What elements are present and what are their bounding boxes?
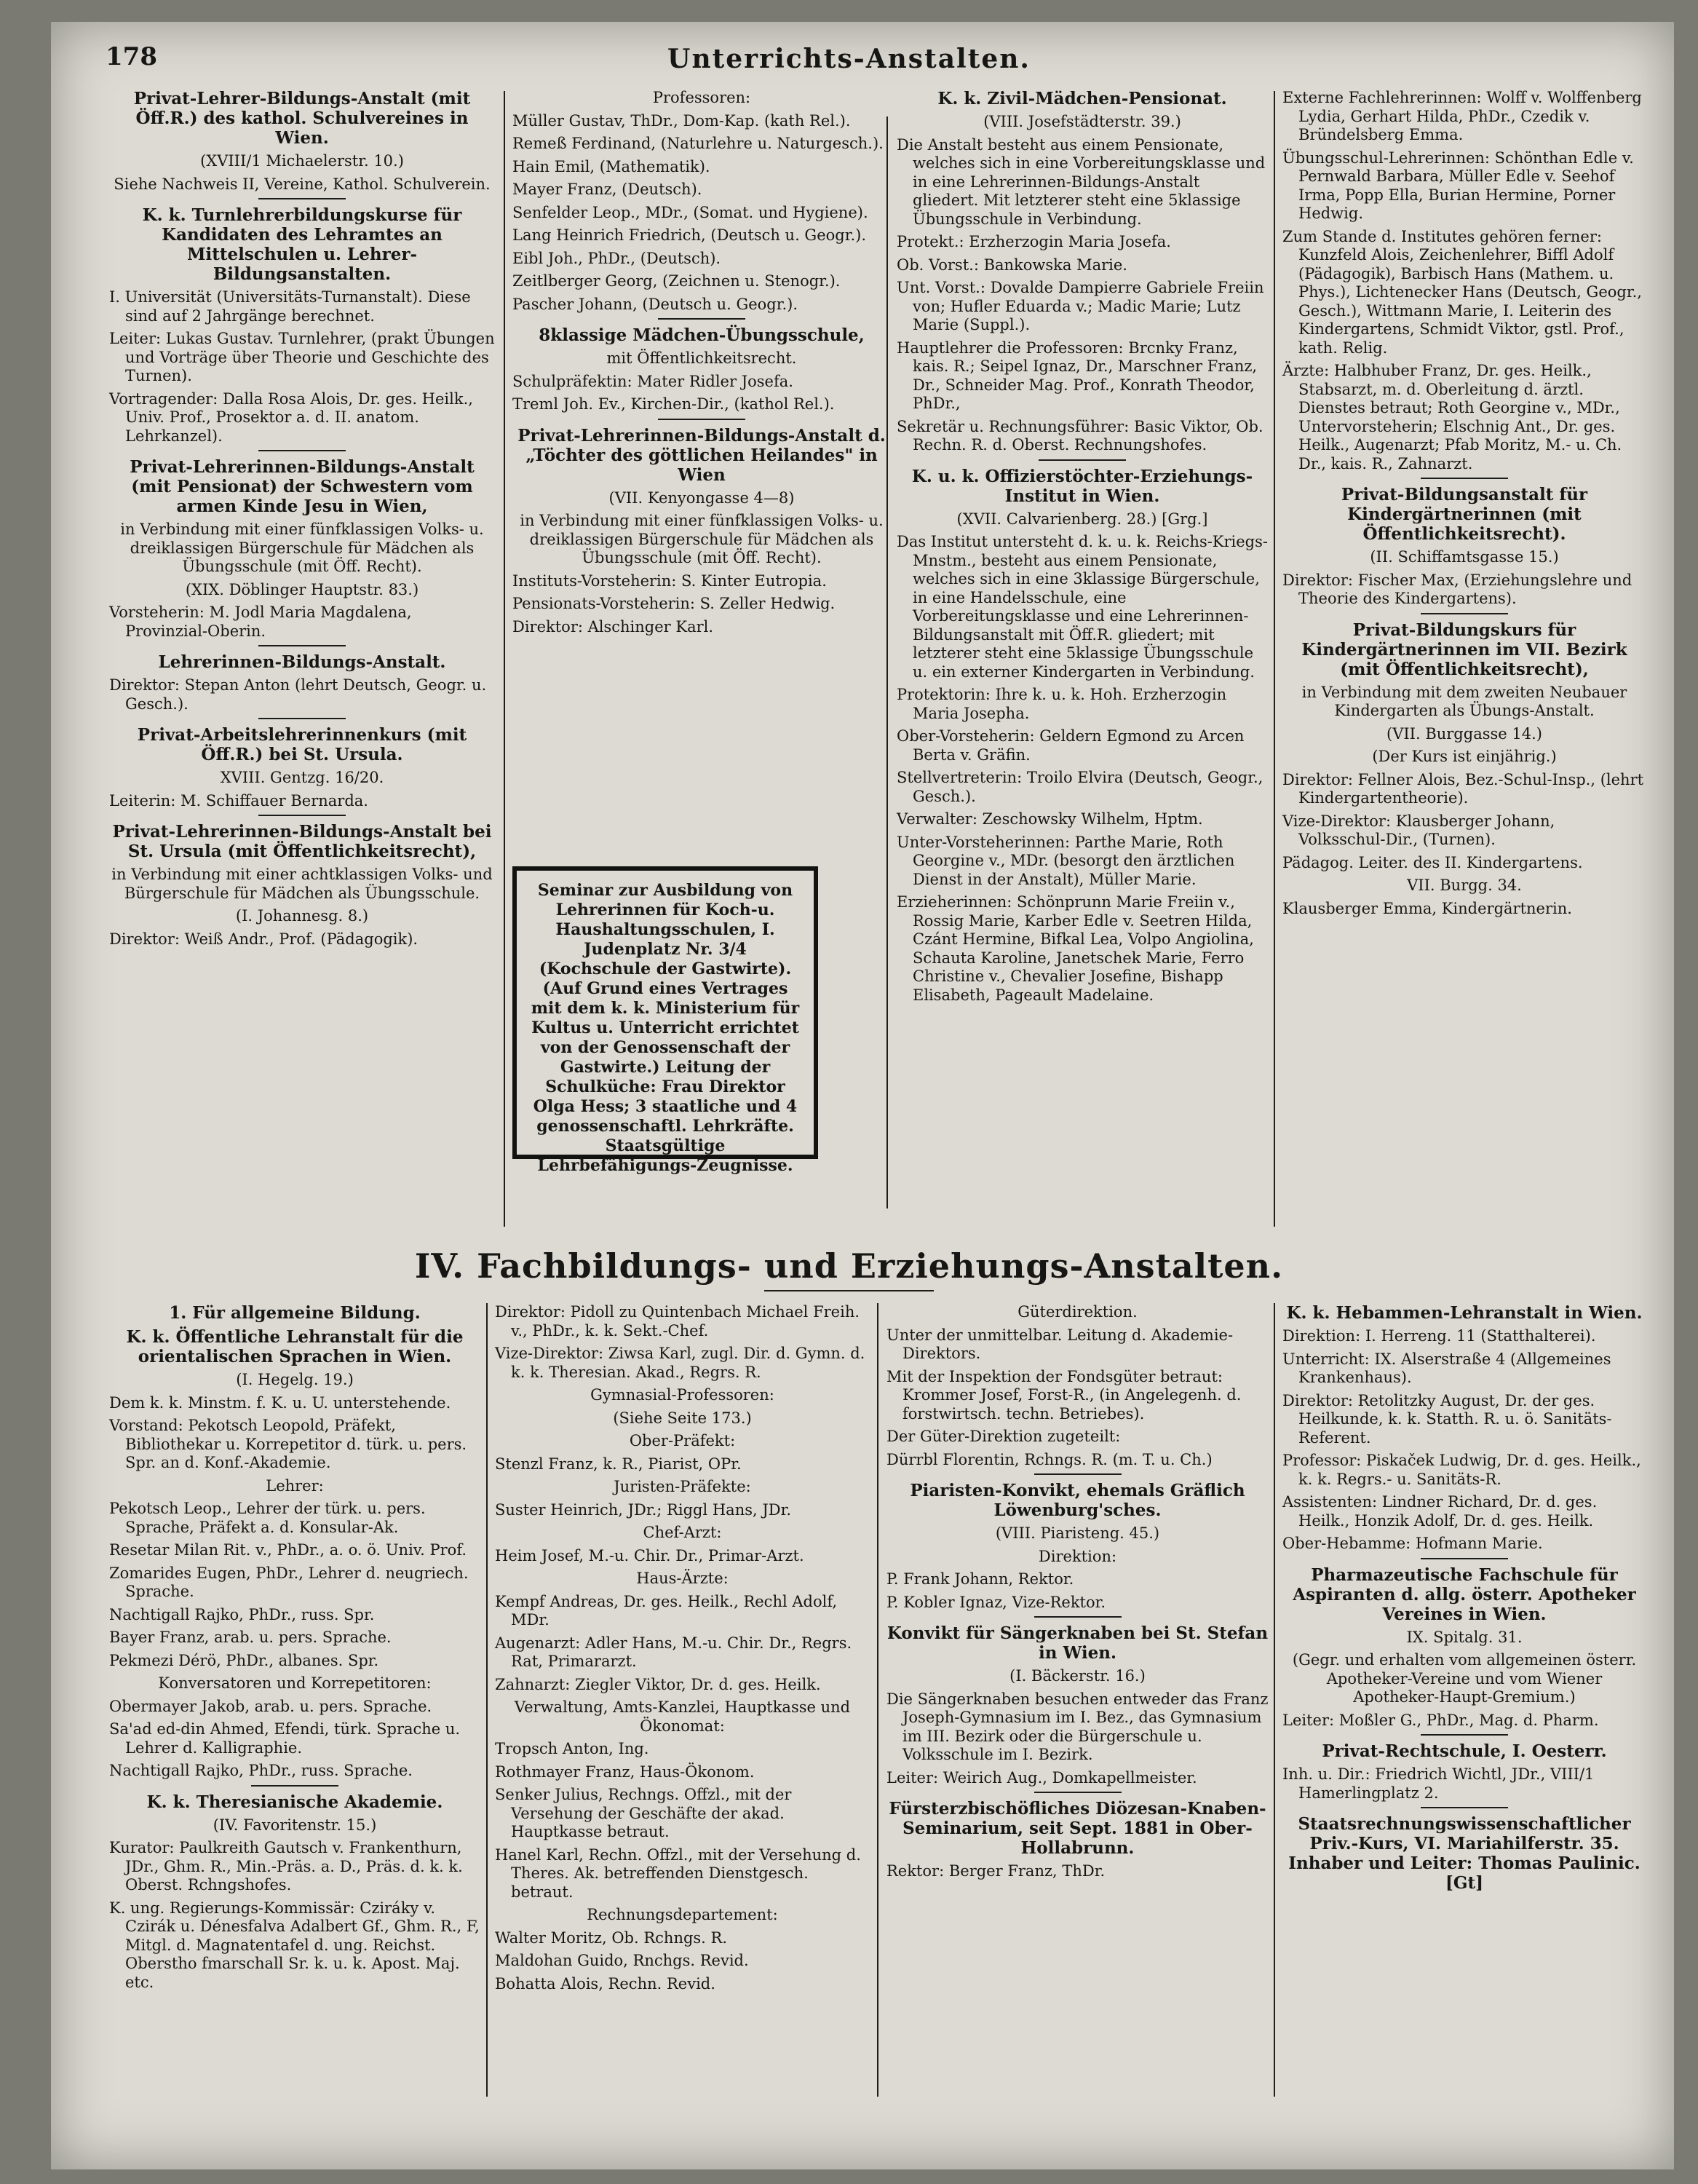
entry-heading: Privat-Rechtschule, I. Oesterr. bbox=[1322, 1741, 1607, 1761]
entry-text: Direktor: Pidoll zu Quintenbach Michael Freih. v., PhDr., k. k. Sekt.-Chef. bbox=[495, 1303, 860, 1340]
entry-text: Assistenten: Lindner Richard, Dr. d. ges. Heilk., Honzik Adolf, Dr. d. ges. Heilk. bbox=[1282, 1493, 1598, 1530]
entry-heading: Pharmazeutische Fachschule für Aspiranten d. allg. österr. Apotheker Vereines in Wien. bbox=[1293, 1564, 1636, 1624]
entry-text: Zum Stande d. Institutes gehören ferner: Kunzfeld Alois, Zeichenlehrer, Biffl Adolf (Pädagogik), Barbisch Hans (Mathem. u. Phys.), Lichtenecker Hans (Deutsch, Geogr., Gesch.), Wittmann Marie, I. Leiterin des Kindergartens, Schmidt Viktor, gstl. Prof., kath. Relig. bbox=[1282, 227, 1642, 357]
centered-line: (Der Kurs ist einjährig.) bbox=[1372, 748, 1557, 765]
centered-line: Juristen-Präfekte: bbox=[614, 1478, 751, 1495]
centered-line: Siehe Nachweis II, Vereine, Kathol. Schulverein. bbox=[114, 175, 491, 193]
entry-heading: Privat-Lehrerinnen-Bildungs-Anstalt d. „Töchter des göttlichen Heilandes" in Wien bbox=[517, 425, 886, 485]
section-underline bbox=[764, 1290, 934, 1291]
centered-line: Konversatoren und Korrepetitoren: bbox=[158, 1674, 432, 1692]
entry-text: Schulpräfektin: Mater Ridler Josefa. bbox=[512, 372, 793, 390]
centered-line: (IV. Favoritenstr. 15.) bbox=[213, 1816, 377, 1834]
entry-text: I. Universität (Universitäts-Turnanstalt). Diese sind auf 2 Jahrgänge berechnet. bbox=[109, 288, 471, 325]
entry-text: Das Institut untersteht d. k. u. k. Reichs-Kriegs-Mnstm., besteht aus einem Pensionate, welches sich in eine 3klassige Bürgerschule, in eine Handelsschule, eine Vorbereitungsklasse und eine Lehrerinnen-Bildungsanstalt mit Öff.R. gliedert; mit letzterer steht eine 5klassige Übungsschule u. ein externer Kindergarten in Verbindung. bbox=[897, 533, 1268, 681]
entry-text: Pekotsch Leop., Lehrer der türk. u. pers. Sprache, Präfekt a. d. Konsular-Ak. bbox=[109, 1500, 426, 1536]
entry-text: P. Kobler Ignaz, Vize-Rektor. bbox=[886, 1593, 1106, 1611]
entry-separator bbox=[1034, 1473, 1122, 1475]
running-title: Unterrichts-Anstalten. bbox=[667, 44, 1031, 74]
centered-line: (VIII. Piaristeng. 45.) bbox=[995, 1524, 1160, 1542]
centered-line: Haus-Ärzte: bbox=[636, 1570, 729, 1587]
entry-text: Vortragender: Dalla Rosa Alois, Dr. ges. Heilk., Univ. Prof., Prosektor a. d. II. anatom. Lehrkanzel). bbox=[109, 389, 473, 445]
entry-text: Hauptlehrer die Professoren: Brcnky Franz, kais. R.; Seipel Ignaz, Dr., Marschner Franz, Dr., Schneider Mag. Prof., Konrath Theodor, PhDr., bbox=[897, 339, 1258, 412]
entry-text: Nachtigall Rajko, PhDr., russ. Spr. bbox=[109, 1605, 375, 1623]
column-8 bbox=[1282, 1303, 1646, 1897]
column-3 bbox=[897, 89, 1268, 1009]
entry-heading: 1. Für allgemeine Bildung. bbox=[169, 1303, 421, 1323]
column-divider bbox=[886, 116, 888, 1208]
entry-text: Pekmezi Dérö, PhDr., albanes. Spr. bbox=[109, 1651, 379, 1669]
column-divider bbox=[486, 1303, 488, 2097]
entry-text: Professor: Piskaček Ludwig, Dr. d. ges. Heilk., k. k. Regrs.- u. Sanitäts-R. bbox=[1282, 1452, 1641, 1488]
entry-text: Direktion: I. Herreng. 11 (Statthalterei). bbox=[1282, 1327, 1596, 1345]
centered-line: (VII. Kenyongasse 4—8) bbox=[608, 488, 795, 507]
entry-heading: Piaristen-Konvikt, ehemals Gräflich Löwenburg'sches. bbox=[910, 1481, 1245, 1520]
entry-heading: K. k. Öffentliche Lehranstalt für die orientalischen Sprachen in Wien. bbox=[126, 1327, 464, 1366]
entry-text: Treml Joh. Ev., Kirchen-Dir., (kathol Rel.). bbox=[512, 395, 835, 413]
centered-line: mit Öffentlichkeitsrecht. bbox=[606, 349, 797, 367]
centered-line: (Siehe Seite 173.) bbox=[613, 1409, 752, 1427]
page-number: 178 bbox=[106, 42, 157, 71]
entry-heading: Fürsterzbischöfliches Diözesan-Knaben-Seminarium, seit Sept. 1881 in Ober-Hollabrunn. bbox=[889, 1799, 1266, 1858]
entry-text: Tropsch Anton, Ing. bbox=[495, 1740, 649, 1757]
centered-line: XVIII. Gentzg. 16/20. bbox=[220, 769, 384, 786]
entry-separator bbox=[258, 450, 346, 451]
entry-heading: Privat-Lehrerinnen-Bildungs-Anstalt (mit Pensionat) der Schwestern vom armen Kinde Jesu in Wien, bbox=[130, 457, 475, 516]
entry-text: Sa'ad ed-din Ahmed, Efendi, türk. Sprache u. Lehrer d. Kalligraphie. bbox=[109, 1720, 461, 1757]
centered-line: in Verbindung mit einer fünfklassigen Volks- u. dreiklassigen Bürgerschule für Mädchen als Übungsschule (mit Öff. Recht). bbox=[120, 521, 484, 575]
entry-separator bbox=[1034, 1792, 1122, 1793]
entry-text: Lang Heinrich Friedrich, (Deutsch u. Geogr.). bbox=[512, 226, 866, 244]
entry-text: Erzieherinnen: Schönprunn Marie Freiin v., Rossig Marie, Karber Edle v. Seetren Hilda, Czánt Hermine, Bifkal Lea, Volpo Angiolina, Schauta Karoline, Janetschek Marie, Ferro Christine v., Chevalier Josefine, Bishapp Elisabeth, Pageault Madelaine. bbox=[897, 893, 1254, 1004]
entry-heading: Staatsrechnungswissenschaftlicher Priv.-Kurs, VI. Mariahilferstr. 35. Inhaber und Leiter: Thomas Paulinic. [Gt] bbox=[1288, 1814, 1641, 1893]
entry-text: Remeß Ferdinand, (Naturlehre u. Naturgesch.). bbox=[512, 135, 884, 152]
column-divider bbox=[1274, 1303, 1275, 2097]
entry-separator bbox=[1421, 478, 1508, 479]
entry-text: Leiter: Lukas Gustav. Turnlehrer, (prakt Übungen und Vorträge über Theorie und Geschichte des Turnen). bbox=[109, 330, 495, 384]
centered-line: Professoren: bbox=[652, 89, 751, 106]
column-6 bbox=[495, 1303, 870, 1998]
entry-heading: Privat-Lehrerinnen-Bildungs-Anstalt bei St. Ursula (mit Öffentlichkeitsrecht), bbox=[112, 822, 492, 861]
centered-line: (XVII. Calvarienberg. 28.) [Grg.] bbox=[956, 510, 1208, 528]
centered-line: Rechnungsdepartement: bbox=[587, 1906, 778, 1923]
entry-text: Sekretär u. Rechnungsführer: Basic Viktor, Ob. Rechn. R. d. Oberst. Rechnungshofes. bbox=[897, 417, 1263, 454]
column-divider bbox=[1274, 91, 1275, 1227]
entry-text: Vize-Direktor: Klausberger Johann, Volksschul-Dir., (Turnen). bbox=[1282, 812, 1555, 848]
entry-text: Pascher Johann, (Deutsch u. Geogr.). bbox=[512, 295, 798, 313]
entry-heading: K. k. Turnlehrerbildungskurse für Kandidaten des Lehramtes an Mittelschulen u. Lehrer-Bildungsanstalten. bbox=[142, 205, 462, 284]
entry-separator bbox=[258, 815, 346, 816]
centered-line: VII. Burgg. 34. bbox=[1407, 877, 1522, 894]
column-divider bbox=[504, 91, 505, 1227]
entry-text: Protektorin: Ihre k. u. k. Hoh. Erzherzogin Maria Josepha. bbox=[897, 686, 1227, 722]
entry-text: Pädagog. Leiter. des II. Kindergartens. bbox=[1282, 853, 1583, 871]
centered-line: (Gegr. und erhalten vom allgemeinen österr. Apotheker-Vereine und vom Wiener Apotheker-Haupt-Gremium.) bbox=[1292, 1651, 1637, 1706]
centered-line: Gymnasial-Professoren: bbox=[590, 1386, 774, 1404]
entry-text: Ärzte: Halbhuber Franz, Dr. ges. Heilk., Stabsarzt, m. d. Oberleitung d. ärztl. Dienstes betraut; Roth Georgine v., MDr., Untervorsteherin; Elschnig Ant., Dr. ges. Heilk., Augenarzt; Pfab Moritz, M.- u. Ch. Dr., kais. R., Zahnarzt. bbox=[1282, 362, 1622, 472]
entry-heading: K. k. Hebammen-Lehranstalt in Wien. bbox=[1286, 1303, 1643, 1323]
entry-text: Kurator: Paulkreith Gautsch v. Frankenthurn, JDr., Ghm. R., Min.-Präs. a. D., Präs. d. k. k. Oberst. Rchngshofes. bbox=[109, 1839, 463, 1894]
entry-text: Leiter: Weirich Aug., Domkapellmeister. bbox=[886, 1768, 1197, 1787]
entry-text: Mayer Franz, (Deutsch). bbox=[512, 181, 702, 198]
entry-text: Müller Gustav, ThDr., Dom-Kap. (kath Rel.). bbox=[512, 111, 851, 130]
entry-separator bbox=[1421, 1734, 1508, 1736]
column-divider bbox=[877, 1303, 878, 2097]
entry-text: Direktor: Fellner Alois, Bez.-Schul-Insp., (lehrt Kindergartentheorie). bbox=[1282, 770, 1644, 807]
entry-separator bbox=[1421, 1558, 1508, 1559]
entry-separator bbox=[658, 419, 745, 420]
entry-text: Senfelder Leop., MDr., (Somat. und Hygiene). bbox=[512, 203, 868, 221]
entry-text: Stenzl Franz, k. R., Piarist, OPr. bbox=[495, 1455, 742, 1473]
entry-separator bbox=[258, 198, 346, 199]
entry-text: Unt. Vorst.: Dovalde Dampierre Gabriele Freiin von; Hufler Eduarda v.; Madic Marie; Lutz Marie (Suppl.). bbox=[897, 279, 1264, 333]
entry-text: Obermayer Jakob, arab. u. pers. Sprache. bbox=[109, 1697, 432, 1715]
entry-text: Unter-Vorsteherinnen: Parthe Marie, Roth Georgine v., MDr. (besorgt den ärztlichen Dienst in der Anstalt), Müller Marie. bbox=[897, 833, 1235, 888]
centered-line: Lehrer: bbox=[266, 1476, 324, 1495]
entry-text: Rothmayer Franz, Haus-Ökonom. bbox=[495, 1762, 755, 1781]
entry-heading: 8klassige Mädchen-Übungsschule, bbox=[539, 325, 865, 345]
entry-text: Direktor: Alschinger Karl. bbox=[512, 617, 714, 636]
entry-text: K. ung. Regierungs-Kommissär: Cziráky v. Czirák u. Dénesfalva Adalbert Gf., Ghm. R., F, Mitgl. d. Magnatentafel d. ung. Reichst. Oberstho fmarschall Sr. k. u. k. Apost. Maj. etc. bbox=[109, 1899, 480, 1991]
entry-text: Zomarides Eugen, PhDr., Lehrer d. neugriech. Sprache. bbox=[109, 1564, 469, 1600]
centered-line: (XVIII/1 Michaelerstr. 10.) bbox=[200, 152, 404, 170]
entry-heading: Privat-Arbeitslehrerinnenkurs (mit Öff.R.) bei St. Ursula. bbox=[137, 725, 467, 764]
entry-heading: Privat-Bildungsanstalt für Kindergärtnerinnen (mit Öffentlichkeitsrecht). bbox=[1341, 485, 1588, 544]
entry-text: Maldohan Guido, Rnchgs. Revid. bbox=[495, 1952, 749, 1969]
entry-text: Übungsschul-Lehrerinnen: Schönthan Edle v. Pernwald Barbara, Müller Edle v. Seehof Irma, Popp Ella, Burian Hermine, Porner Hedwig. bbox=[1282, 149, 1634, 222]
entry-text: Instituts-Vorsteherin: S. Kinter Eutropia. bbox=[512, 571, 827, 590]
entry-text: Kempf Andreas, Dr. ges. Heilk., Rechl Adolf, MDr. bbox=[495, 1592, 838, 1629]
centered-line: (I. Hegelg. 19.) bbox=[236, 1371, 354, 1388]
centered-line: (II. Schiffamtsgasse 15.) bbox=[1370, 548, 1559, 566]
centered-line: Ober-Präfekt: bbox=[629, 1432, 736, 1449]
entry-text: Mit der Inspektion der Fondsgüter betraut: Krommer Josef, Forst-R., (in Angelegenh. d. forstwirtsch. techn. Betriebes). bbox=[886, 1367, 1242, 1423]
entry-separator bbox=[1039, 459, 1126, 461]
centered-line: in Verbindung mit einer fünfklassigen Volks- u. dreiklassigen Bürgerschule für Mädchen als Übungsschule (mit Öff. Recht). bbox=[520, 512, 884, 566]
entry-text: Bayer Franz, arab. u. pers. Sprache. bbox=[109, 1629, 392, 1646]
entry-text: Stellvertreterin: Troilo Elvira (Deutsch, Geogr., Gesch.). bbox=[897, 769, 1263, 805]
entry-text: Die Sängerknaben besuchen entweder das Franz Joseph-Gymnasium im I. Bez., das Gymnasium im III. Bezirk oder die Bürgerschule u. Volksschule im I. Bezirk. bbox=[886, 1690, 1269, 1763]
seminar-advertisement-box: Seminar zur Ausbildung von Lehrerinnen für Koch-u. Haushaltungsschulen, I. Judenplatz Nr. 3/4 (Kochschule der Gastwirte). (Auf Grund eines Vertrages mit dem k. k. Ministerium für Kultus u. Unterricht errichtet von der Genossenschaft der Gastwirte.) Leitung der Schulküche: Frau Direktor Olga Hess; 3 staatliche und 4 genossenschaftl. Lehrkräfte. Staatsgültige Lehrbefähigungs-Zeugnisse. bbox=[512, 866, 818, 1159]
entry-text: Ober-Hebamme: Hofmann Marie. bbox=[1282, 1535, 1543, 1552]
entry-separator bbox=[1421, 1807, 1508, 1808]
entry-text: Direktor: Fischer Max, (Erziehungslehre und Theorie des Kindergartens). bbox=[1282, 571, 1632, 607]
entry-separator bbox=[251, 1785, 338, 1787]
centered-line: (I. Johannesg. 8.) bbox=[235, 907, 369, 925]
centered-line: in Verbindung mit dem zweiten Neubauer Kindergarten als Übungs-Anstalt. bbox=[1301, 683, 1627, 719]
entry-text: Die Anstalt besteht aus einem Pensionate, welches sich in eine Vorbereitungsklasse und in eine Lehrerinnen-Bildungs-Anstalt gliedert. Mit letzterer steht eine 5klassige Übungsschule in Verbindung. bbox=[897, 135, 1266, 228]
entry-text: Unter der unmittelbar. Leitung d. Akademie-Direktors. bbox=[886, 1326, 1234, 1362]
entry-text: Nachtigall Rajko, PhDr., russ. Sprache. bbox=[109, 1762, 413, 1779]
section-heading: IV. Fachbildungs- und Erziehungs-Anstalten. bbox=[414, 1246, 1284, 1286]
entry-text: Eibl Joh., PhDr., (Deutsch). bbox=[512, 249, 721, 267]
column-5 bbox=[109, 1303, 480, 1996]
entry-separator bbox=[658, 318, 745, 320]
entry-text: Klausberger Emma, Kindergärtnerin. bbox=[1282, 899, 1572, 917]
entry-text: Hain Emil, (Mathematik). bbox=[512, 157, 710, 175]
entry-separator bbox=[258, 645, 346, 646]
centered-line: Chef-Arzt: bbox=[643, 1524, 722, 1541]
entry-text: Zeitlberger Georg, (Zeichnen u. Stenogr.). bbox=[512, 272, 841, 290]
entry-text: Externe Fachlehrerinnen: Wolff v. Wolffenberg Lydia, Gerhart Hilda, PhDr., Czedik v. Bründelsberg Emma. bbox=[1282, 89, 1642, 143]
centered-line: (VII. Burggasse 14.) bbox=[1386, 724, 1542, 743]
entry-text: Senker Julius, Rechngs. Offzl., mit der Versehung der Geschäfte der akad. Hauptkasse betraut. bbox=[495, 1786, 792, 1840]
entry-text: Dürrbl Florentin, Rchngs. R. (m. T. u. Ch.) bbox=[886, 1450, 1213, 1468]
centered-line: (VIII. Josefstädterstr. 39.) bbox=[983, 113, 1181, 130]
column-1 bbox=[109, 89, 495, 953]
entry-text: Unterricht: IX. Alserstraße 4 (Allgemeines Krankenhaus). bbox=[1282, 1350, 1611, 1386]
entry-text: Leiter: Moßler G., PhDr., Mag. d. Pharm. bbox=[1282, 1711, 1599, 1729]
entry-separator bbox=[258, 718, 346, 719]
entry-text: Suster Heinrich, JDr.; Riggl Hans, JDr. bbox=[495, 1500, 792, 1519]
entry-text: Direktor: Weiß Andr., Prof. (Pädagogik). bbox=[109, 930, 418, 948]
entry-heading: K. k. Zivil-Mädchen-Pensionat. bbox=[937, 89, 1227, 108]
entry-text: Walter Moritz, Ob. Rchngs. R. bbox=[495, 1928, 728, 1947]
entry-separator bbox=[1034, 1616, 1122, 1618]
entry-text: Zahnarzt: Ziegler Viktor, Dr. d. ges. Heilk. bbox=[495, 1675, 821, 1693]
entry-text: Rektor: Berger Franz, ThDr. bbox=[886, 1862, 1106, 1880]
entry-text: Verwalter: Zeschowsky Wilhelm, Hptm. bbox=[897, 810, 1203, 828]
entry-text: Pensionats-Vorsteherin: S. Zeller Hedwig. bbox=[512, 595, 836, 612]
entry-text: Direktor: Stepan Anton (lehrt Deutsch, Geogr. u. Gesch.). bbox=[109, 676, 487, 713]
entry-text: Dem k. k. Minstm. f. K. u. U. unterstehende. bbox=[109, 1393, 451, 1412]
entry-text: Ober-Vorsteherin: Geldern Egmond zu Arcen Berta v. Gräfin. bbox=[897, 727, 1245, 764]
entry-heading: K. u. k. Offizierstöchter-Erziehungs-Institut in Wien. bbox=[911, 466, 1253, 506]
entry-heading: K. k. Theresianische Akademie. bbox=[146, 1792, 443, 1812]
centered-line: in Verbindung mit einer achtklassigen Volks- und Bürgerschule für Mädchen als Übungsschule. bbox=[111, 866, 493, 902]
entry-heading: Konvikt für Sängerknaben bei St. Stefan in Wien. bbox=[886, 1623, 1269, 1663]
entry-heading: Privat-Lehrer-Bildungs-Anstalt (mit Öff.R.) des kathol. Schulvereines in Wien. bbox=[133, 89, 471, 148]
entry-text: Der Güter-Direktion zugeteilt: bbox=[886, 1428, 1121, 1445]
entry-heading: Privat-Bildungskurs für Kindergärtnerinnen im VII. Bezirk (mit Öffentlichkeitsrecht), bbox=[1301, 620, 1627, 679]
centered-line: (I. Bäckerstr. 16.) bbox=[1009, 1667, 1146, 1685]
entry-text: Ob. Vorst.: Bankowska Marie. bbox=[897, 256, 1127, 274]
entry-text: Vorsteherin: M. Jodl Maria Magdalena, Provinzial-Oberin. bbox=[109, 604, 412, 640]
column-4 bbox=[1282, 89, 1646, 922]
entry-text: Hanel Karl, Rechn. Offzl., mit der Versehung d. Theres. Ak. betreffenden Dienstgesch. betraut. bbox=[495, 1845, 861, 1901]
centered-line: Güterdirektion. bbox=[1017, 1303, 1138, 1321]
entry-text: Vorstand: Pekotsch Leopold, Präfekt, Bibliothekar u. Korrepetitor d. türk. u. pers. Spr. an d. Konf.-Akademie. bbox=[109, 1417, 467, 1471]
entry-text: Heim Josef, M.-u. Chir. Dr., Primar-Arzt. bbox=[495, 1546, 804, 1564]
centered-line: Direktion: bbox=[1038, 1547, 1117, 1565]
entry-text: Resetar Milan Rit. v., PhDr., a. o. ö. Univ. Prof. bbox=[109, 1541, 467, 1559]
centered-line: IX. Spitalg. 31. bbox=[1406, 1628, 1523, 1646]
column-7 bbox=[886, 1303, 1269, 1886]
entry-text: Vize-Direktor: Ziwsa Karl, zugl. Dir. d. Gymn. d. k. k. Theresian. Akad., Regrs. R. bbox=[495, 1345, 865, 1381]
entry-heading: Lehrerinnen-Bildungs-Anstalt. bbox=[158, 652, 446, 672]
entry-text: P. Frank Johann, Rektor. bbox=[886, 1570, 1074, 1588]
entry-text: Direktor: Retolitzky August, Dr. der ges. Heilkunde, k. k. Statth. R. u. ö. Sanitäts-Referent. bbox=[1282, 1391, 1612, 1447]
entry-text: Bohatta Alois, Rechn. Revid. bbox=[495, 1974, 715, 1993]
centered-line: (XIX. Döblinger Hauptstr. 83.) bbox=[185, 580, 419, 598]
entry-separator bbox=[1421, 613, 1508, 614]
entry-text: Protekt.: Erzherzogin Maria Josefa. bbox=[897, 233, 1171, 250]
entry-text: Augenarzt: Adler Hans, M.-u. Chir. Dr., Regrs. Rat, Primararzt. bbox=[495, 1634, 852, 1670]
entry-text: Leiterin: M. Schiffauer Bernarda. bbox=[109, 791, 368, 810]
centered-line: Verwaltung, Amts-Kanzlei, Hauptkasse und Ökonomat: bbox=[514, 1698, 851, 1735]
entry-text: Inh. u. Dir.: Friedrich Wichtl, JDr., VIII/1 Hamerlingplatz 2. bbox=[1282, 1765, 1595, 1802]
column-2 bbox=[512, 89, 891, 641]
